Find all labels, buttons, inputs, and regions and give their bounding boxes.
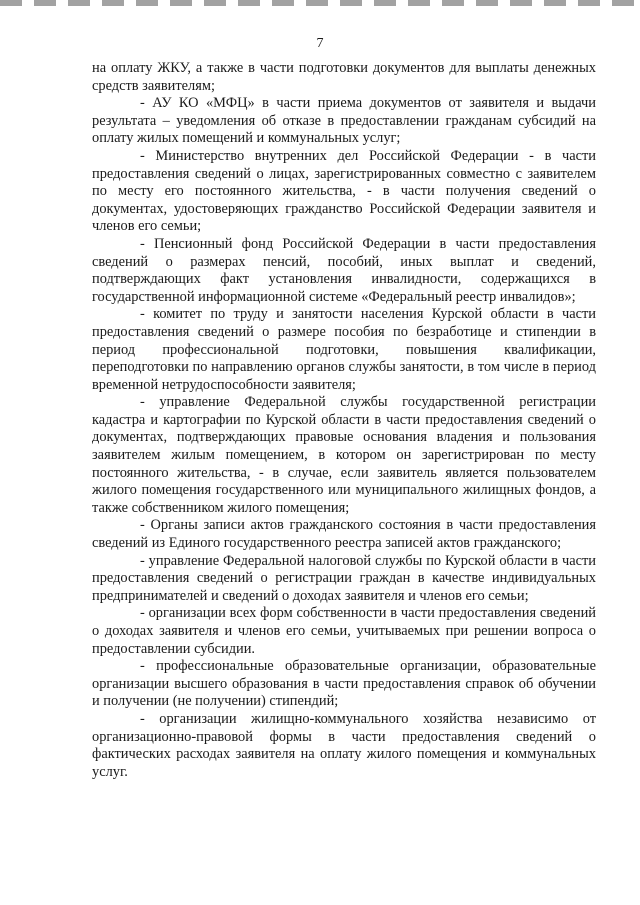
paragraph: - профессиональные образовательные организации, образовательные организации высшего образования в части предоставления справок об обучении и получении (не получении) стипендий; bbox=[92, 658, 596, 710]
paragraph: - Пенсионный фонд Российской Федерации в части предоставления сведений о размерах пенсий, пособий, иных выплат и сведений, подтверждающих факт установления инвалидности, содержащихся в государственной информационной системе «Федеральный реестр инвалидов»; bbox=[92, 235, 596, 305]
document-body bbox=[92, 60, 596, 781]
paragraph: - организации жилищно-коммунального хозяйства независимо от организационно-правовой формы в части предоставления сведений о фактических расходах заявителя на оплату жилого помещения и коммунальных услуг. bbox=[92, 710, 596, 780]
paragraph: - управление Федеральной налоговой службы по Курской области в части предоставления сведений о регистрации граждан в качестве индивидуальных предпринимателей и сведений о доходах заявителя и членов его семьи; bbox=[92, 552, 596, 604]
paragraph: на оплату ЖКУ, а также в части подготовки документов для выплаты денежных средств заявителям; bbox=[92, 60, 596, 94]
paragraph: - организации всех форм собственности в части предоставления сведений о доходах заявителя и членов его семьи, учитываемых при решении вопроса о предоставлении субсидии. bbox=[92, 605, 596, 657]
paragraph: - управление Федеральной службы государственной регистрации кадастра и картографии по Курской области в части предоставления сведений о документах, подтверждающих правовые основания владения и пользования заявителем жилым помещением, в котором он зарегистрирован по месту постоянного жительства, - в случае, если заявитель является пользователем жилого помещения государственного или муниципального жилищных фондов, а также собственником жилого помещения; bbox=[92, 394, 596, 516]
paragraph: - Органы записи актов гражданского состояния в части предоставления сведений из Единого государственного реестра записей актов гражданского; bbox=[92, 517, 596, 552]
paragraph: - АУ КО «МФЦ» в части приема документов от заявителя и выдачи результата – уведомления об отказе в предоставлении гражданам субсидий на оплату жилых помещений и коммунальных услуг; bbox=[92, 95, 596, 147]
paragraph: - комитет по труду и занятости населения Курской области в части предоставления сведений о размере пособия по безработице и стипендии в период профессиональной подготовки, повышения квалификации, переподготовки по направлению органов службы занятости, в том числе в период временной нетрудоспособности заявителя; bbox=[92, 306, 596, 393]
paragraph: - Министерство внутренних дел Российской Федерации - в части предоставления сведений о лицах, зарегистрированных совместно с заявителем по месту его постоянного жительства, - в части получения сведений о документах, удостоверяющих гражданство Российской Федерации заявителя и членов его семьи; bbox=[92, 147, 596, 235]
page-number: 7 bbox=[316, 36, 324, 51]
scan-edge-artifact bbox=[0, 0, 640, 6]
